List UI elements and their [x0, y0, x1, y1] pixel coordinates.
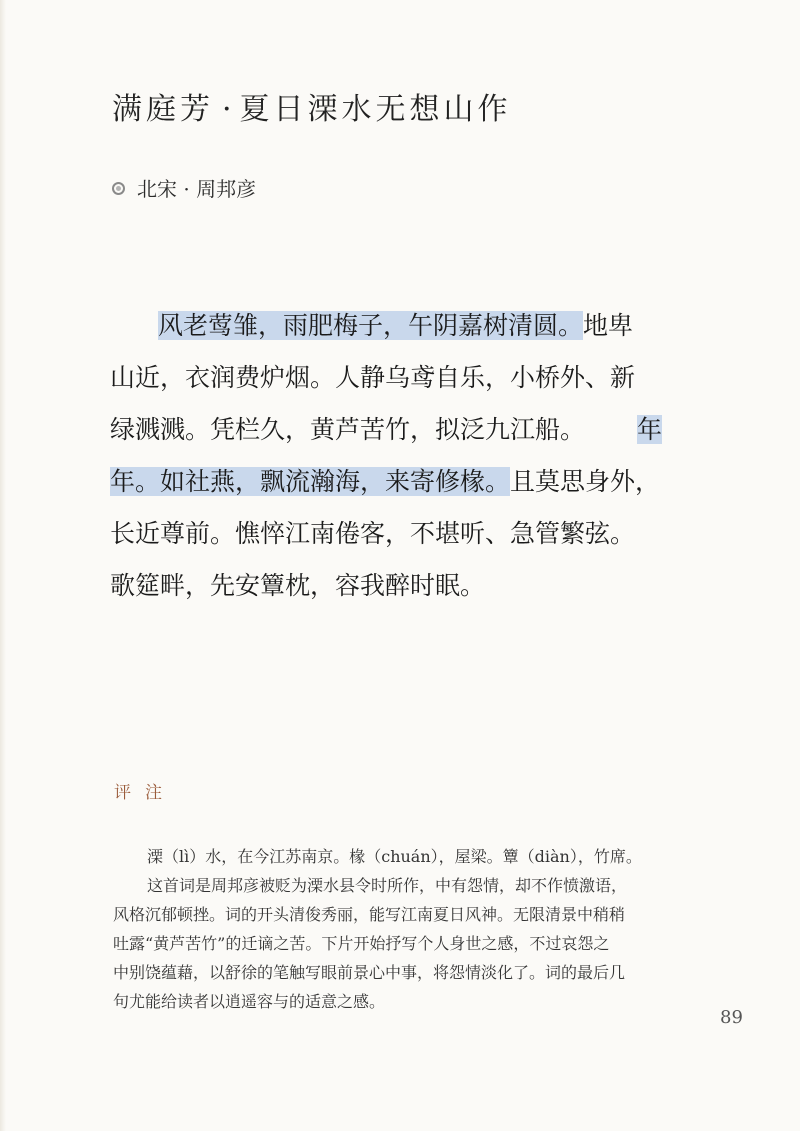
poem-line	[110, 508, 670, 560]
poem-line	[110, 456, 670, 508]
poem-text: 歌筵畔，先安簟枕，容我醉时眠。	[110, 571, 486, 600]
poem-text: 且莫思身外，	[510, 467, 661, 496]
highlighted-text[interactable]: 年。如社燕，飘流瀚海，来寄修椽。	[110, 467, 511, 496]
poem-body	[110, 300, 670, 612]
poem-text: 长近尊前。憔悴江南倦客，不堪听、急管繁弦。	[110, 519, 636, 548]
title-separator: ·	[222, 92, 232, 127]
circle-bullet-icon	[112, 182, 125, 195]
author-text: 北宋 · 周邦彦	[137, 177, 257, 201]
notes-line: 这首词是周邦彦被贬为溧水县令时所作，中有怨情，却不作愤激语，	[147, 876, 628, 895]
title-tune-name: 满庭芳	[112, 92, 214, 127]
notes-line: 风格沉郁顿挫。词的开头清俊秀丽，能写江南夏日风神。无限清景中稍稍	[113, 905, 626, 924]
notes-body	[113, 842, 673, 1016]
notes-heading: 评注	[114, 783, 176, 803]
page-edge	[0, 0, 6, 1131]
title-subject: 夏日溧水无想山作	[239, 92, 512, 127]
poem-title	[112, 84, 512, 128]
page-number: 89	[720, 1007, 743, 1028]
notes-line: 溧（lì）水，在今江苏南京。椽（chuán），屋梁。簟（diàn），竹席。	[147, 847, 642, 866]
author-byline	[112, 173, 256, 202]
poem-text: 绿溅溅。凭栏久，黄芦苦竹，拟泛九江船。	[110, 415, 586, 444]
poem-line	[110, 560, 670, 612]
poem-line	[110, 352, 670, 404]
poem-text: 地卑	[583, 311, 634, 340]
notes-line: 句尤能给读者以逍遥容与的适意之感。	[113, 992, 386, 1011]
poem-line	[110, 300, 670, 352]
poem-line	[110, 404, 670, 456]
highlighted-text[interactable]: 年	[637, 415, 663, 444]
notes-line: 吐露“黄芦苦竹”的迁谪之苦。下片开始抒写个人身世之感，不过哀怨之	[113, 934, 610, 953]
highlighted-text[interactable]: 风老莺雏，雨肥梅子，午阴嘉树清圆。	[158, 311, 584, 340]
notes-line: 中别饶蕴藉，以舒徐的笔触写眼前景心中事，将怨情淡化了。词的最后几	[113, 963, 626, 982]
poem-text: 山近，衣润费炉烟。人静乌鸢自乐，小桥外、新	[110, 363, 636, 392]
